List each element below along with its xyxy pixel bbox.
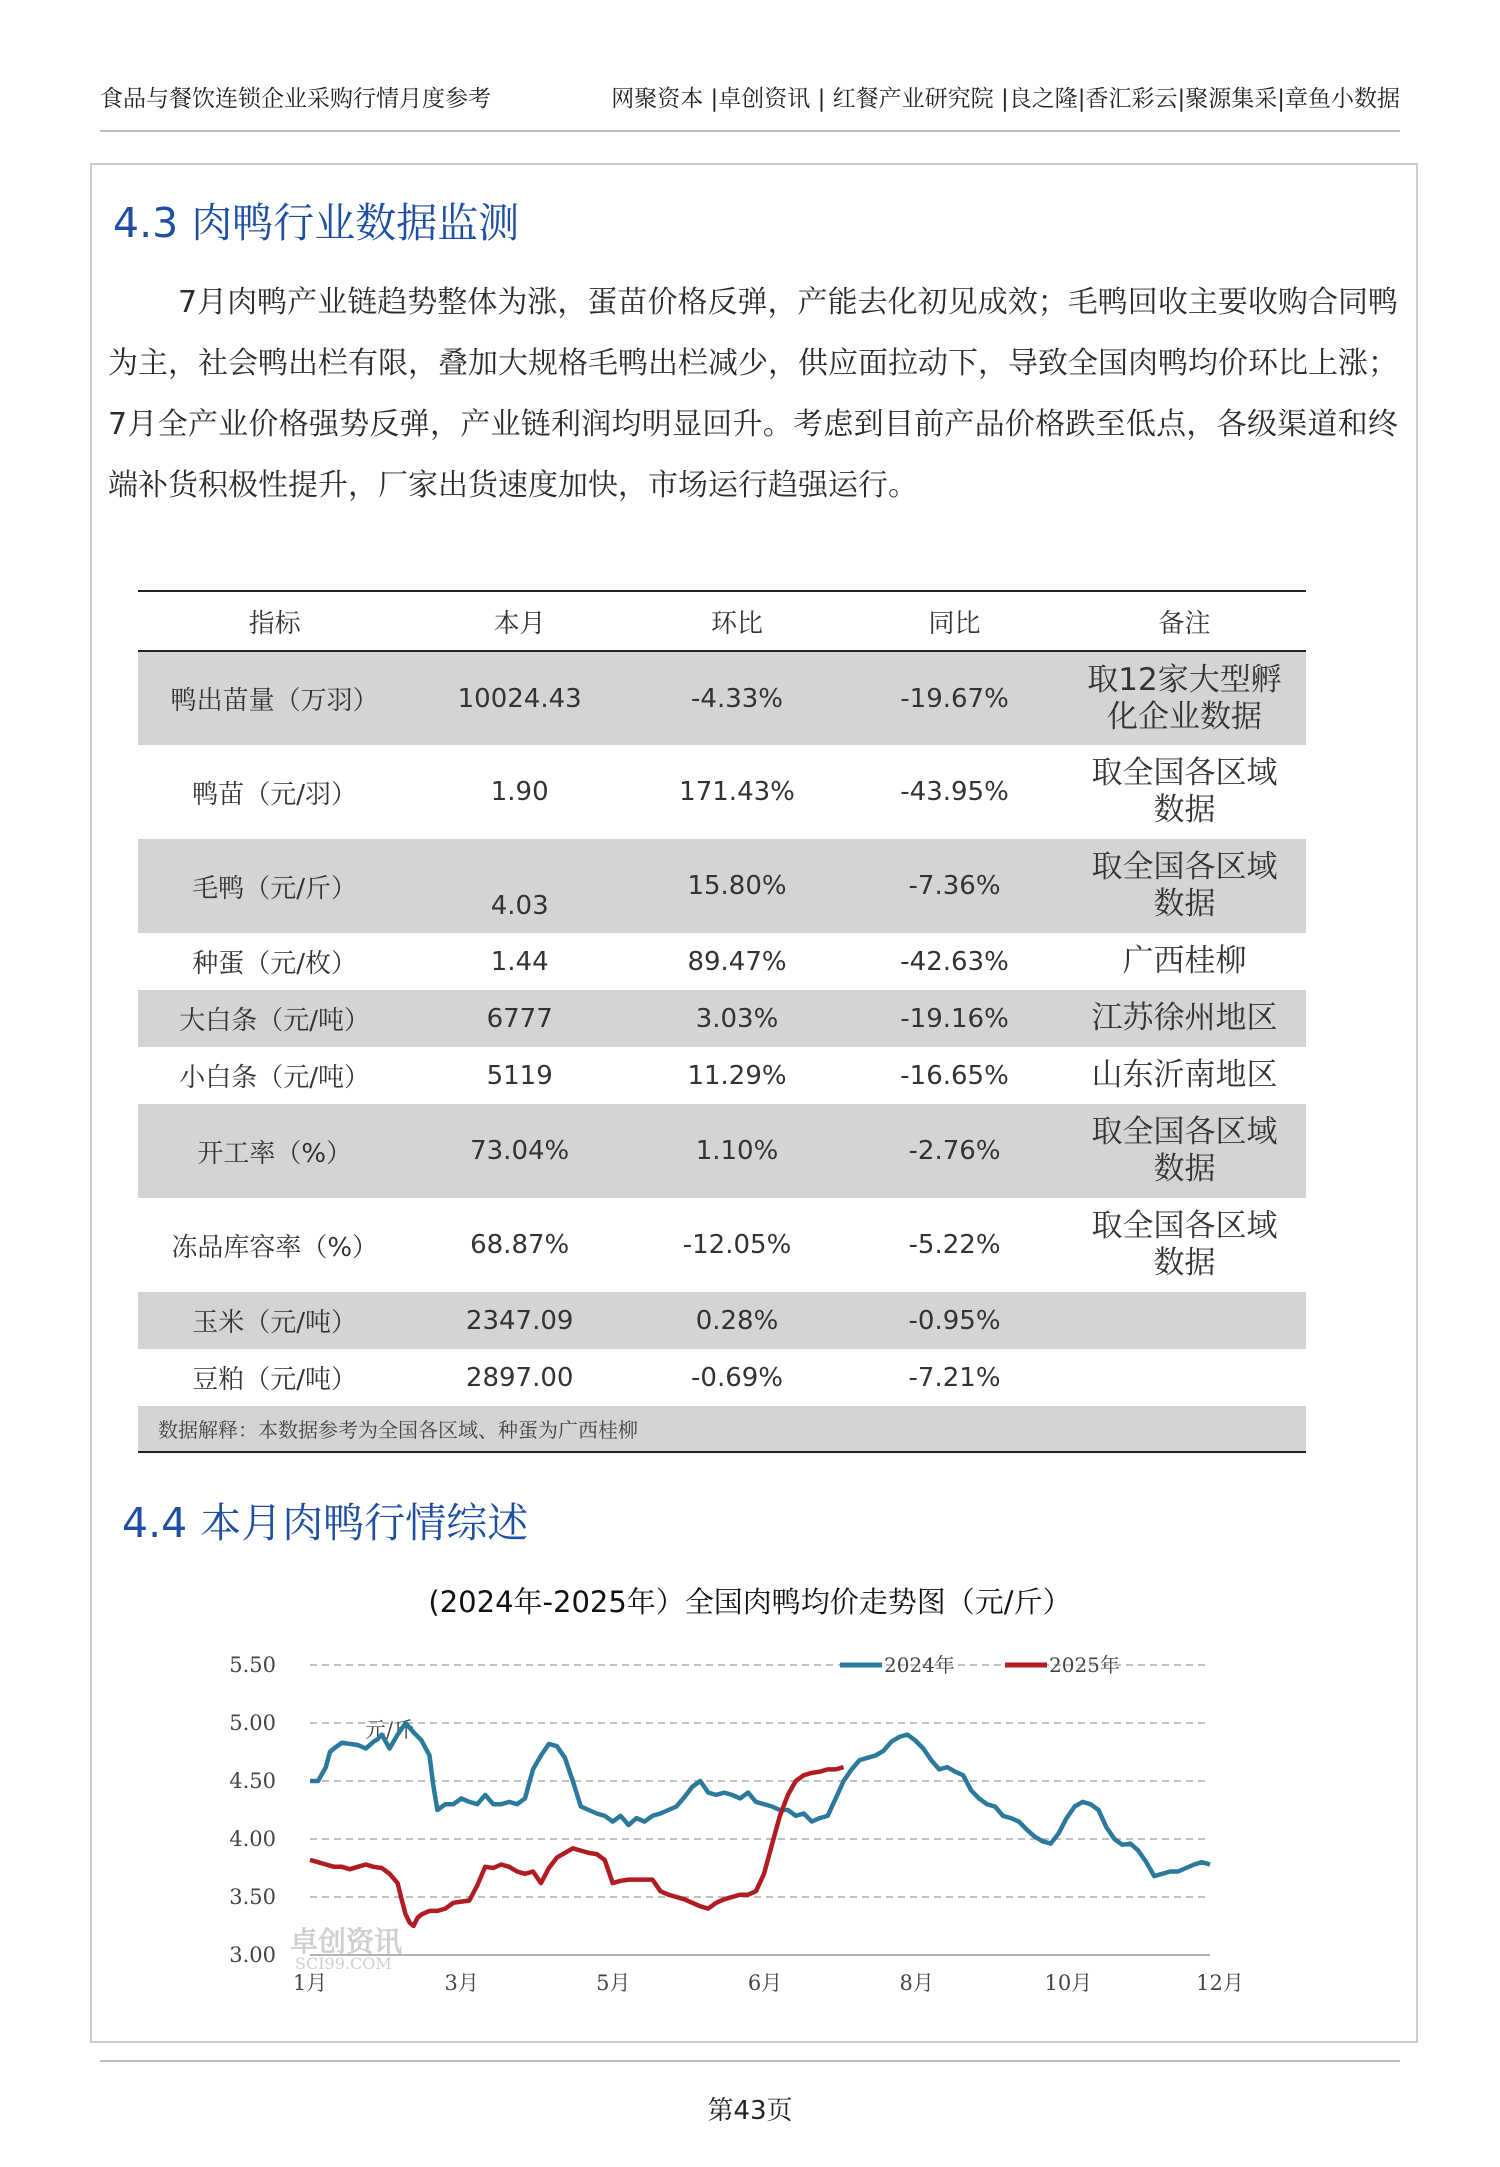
row-value: 4.03 [411,839,628,933]
row-yoy: -43.95% [900,777,1009,807]
row-yoy: -19.67% [846,651,1063,745]
x-tick-label: 10月 [1044,1971,1093,1995]
header-yoy: 同比 [846,591,1063,651]
x-tick-label: 6月 [747,1971,783,1995]
row-yoy: -5.22% [908,1230,1001,1260]
row-value: 1.44 [490,946,549,977]
y-tick-label: 5.00 [229,1711,276,1735]
row-mom: 0.28% [628,1292,846,1349]
row-name: 冻品库容率（%） [171,1232,379,1263]
row-name: 豆粕（元/吨） [192,1365,358,1395]
row-note: 取全国各区域数据 [1063,839,1306,933]
y-tick-label: 4.00 [229,1827,276,1851]
header-right-text: 网聚资本 |卓创资讯 | 红餐产业研究院 |良之隆|香汇彩云|聚源集采|章鱼小数据 [611,86,1400,112]
row-value: 6777 [411,990,628,1047]
row-name: 鸭苗（元/羽） [192,779,358,810]
chart-title: (2024年-2025年）全国肉鸭均价走势图（元/斤） [428,1585,1072,1619]
price-trend-chart [200,1640,1300,2020]
y-tick-label: 4.50 [229,1769,276,1793]
row-mom: 3.03% [628,990,846,1047]
row-yoy: -19.16% [846,990,1063,1047]
row-name: 毛鸭（元/斤） [138,839,411,933]
page-number: 第43页 [707,2096,793,2126]
row-mom: -0.69% [691,1362,783,1393]
table-row [138,1047,1306,1104]
row-mom: 15.80% [628,839,846,933]
row-name: 开工率（%） [138,1104,411,1198]
x-tick-label: 8月 [899,1971,934,1995]
table-row [138,1198,1306,1292]
table-row [138,933,1306,990]
x-tick-label: 3月 [444,1971,479,1995]
section-title-4-3: 4.3 肉鸭行业数据监测 [113,199,520,247]
row-mom: 89.47% [687,946,787,977]
watermark-text: 卓创资讯 [290,1925,403,1958]
row-note: 取12家大型孵化企业数据 [1063,651,1306,745]
x-tick-label: 1月 [292,1971,328,1995]
row-note: 广西桂柳 [1122,943,1247,979]
row-yoy: -7.21% [908,1362,1001,1393]
table-header-row [138,591,1306,651]
row-note: 取全国各区域数据 [1091,755,1278,828]
table-row [138,990,1306,1047]
page-header [100,80,1400,120]
section-paragraph [108,272,1398,516]
series-line-1 [310,1723,1210,1876]
row-value: 10024.43 [411,651,628,745]
row-value: 5119 [486,1060,553,1091]
row-note: 山东沂南地区 [1091,1057,1278,1093]
row-mom: 11.29% [687,1060,787,1091]
row-value: 2897.00 [465,1362,574,1393]
header-this-month: 本月 [411,591,628,651]
table-row [138,1349,1306,1406]
table-row [138,1104,1306,1198]
row-note: 取全国各区域数据 [1063,1104,1306,1198]
row-note [1063,1349,1306,1406]
row-name: 大白条（元/吨） [138,990,411,1047]
row-yoy: -16.65% [900,1060,1009,1091]
row-mom: 171.43% [679,777,795,807]
row-value: 73.04% [411,1104,628,1198]
header-note: 备注 [1063,591,1306,651]
row-yoy: -42.63% [900,946,1009,977]
row-value: 68.87% [470,1230,570,1260]
table-row [138,839,1306,933]
paragraph-text: 7月肉鸭产业链趋势整体为涨，蛋苗价格反弹，产能去化初见成效；毛鸭回收主要收购合同鸭为主，社会鸭出栏有限，叠加大规格毛鸭出栏减少，供应面拉动下，导致全国肉鸭均价环比上涨；7月全产业价格强势反弹，产业链利润均明显回升。考虑到目前产品价格跌至低点，各级渠道和终端补货积极性提升，厂家出货速度加快，市场运行趋强运行。 [108,285,1398,503]
row-mom: -12.05% [682,1230,792,1260]
row-name: 种蛋（元/枚） [192,949,358,979]
section-title-4-4: 4.4 本月肉鸭行情综述 [122,1499,529,1547]
table-row [138,745,1306,839]
row-mom: 1.10% [628,1104,846,1198]
row-note: 江苏徐州地区 [1063,990,1306,1047]
row-value: 2347.09 [411,1292,628,1349]
x-tick-label: 12月 [1196,1971,1244,1995]
unit-label: 元/斤 [365,1717,415,1742]
footer-divider [100,2060,1400,2062]
row-name: 小白条（元/吨） [179,1063,371,1093]
table-row [138,651,1306,745]
legend-label: 2025年 [1049,1653,1120,1677]
table-footnote-row [138,1406,1306,1452]
y-tick-label: 3.50 [229,1885,276,1909]
row-name: 玉米（元/吨） [138,1292,411,1349]
row-value: 1.90 [490,777,549,807]
row-mom: -4.33% [628,651,846,745]
header-indicator: 指标 [138,591,411,651]
row-yoy: -7.36% [846,839,1063,933]
header-mom: 环比 [628,591,846,651]
y-tick-label: 3.00 [229,1943,276,1967]
row-note: 取全国各区域数据 [1091,1208,1278,1281]
x-tick-label: 5月 [596,1971,631,1995]
duck-data-table [138,590,1306,1453]
watermark-subtext: SCI99.COM [295,1954,392,1973]
legend-label: 2024年 [884,1653,955,1677]
row-name: 鸭出苗量（万羽） [138,651,411,745]
table-row [138,1292,1306,1349]
table-footnote: 数据解释：本数据参考为全国各区域、种蛋为广西桂柳 [138,1406,1306,1452]
header-divider [100,130,1400,132]
row-yoy: -2.76% [846,1104,1063,1198]
y-tick-label: 5.50 [229,1653,276,1677]
row-note [1063,1292,1306,1349]
header-left-text: 食品与餐饮连锁企业采购行情月度参考 [100,86,491,112]
row-yoy: -0.95% [846,1292,1063,1349]
